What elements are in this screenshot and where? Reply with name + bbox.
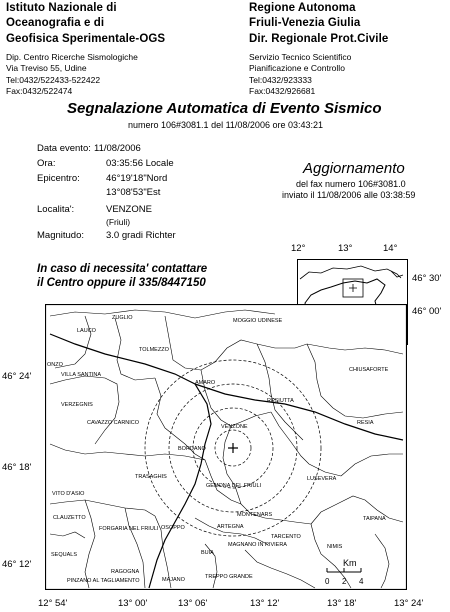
place-label: TAIPANA xyxy=(363,516,386,522)
place-label: BORDANO xyxy=(178,446,206,452)
place-label: TOLMEZZO xyxy=(139,347,169,353)
epicenter-label: Epicentro: xyxy=(37,173,80,184)
place-label: RESIA xyxy=(357,420,374,426)
inset-tick-4600: 46° 00' xyxy=(412,306,442,317)
contact-note-line-1: In caso di necessita' contattare xyxy=(37,263,208,275)
lon-tick-1254: 12° 54' xyxy=(38,598,68,609)
place-label: LAUCO xyxy=(77,328,96,334)
event-time-label: Ora: xyxy=(37,158,56,169)
place-label: FORGARIA NEL FRIULI xyxy=(99,526,159,532)
place-label: CLAUZETTO xyxy=(53,515,86,521)
right-institution-line-3: Dir. Regionale Prot.Civile xyxy=(249,33,389,45)
contact-note-line-2: il Centro oppure il 335/8447150 xyxy=(37,277,206,289)
place-label: TRASAGHIS xyxy=(135,474,167,480)
left-tel: Tel:0432/522433-522422 xyxy=(6,75,101,85)
update-line-2: inviato il 11/08/2006 alle 03:38:59 xyxy=(282,190,416,200)
place-label: PINZANO AL TAGLIAMENTO xyxy=(67,578,140,584)
lon-tick-1312: 13° 12' xyxy=(250,598,280,609)
page-title: Segnalazione Automatica di Evento Sismico xyxy=(67,100,382,117)
update-heading: Aggiornamento xyxy=(303,160,405,177)
left-institution-line-1: Istituto Nazionale di xyxy=(6,2,117,14)
place-label: VILLA SANTINA xyxy=(61,372,102,378)
lon-tick-1306: 13° 06' xyxy=(178,598,208,609)
scale-unit-label: Km xyxy=(343,558,357,568)
place-label: VITO D'ASIO xyxy=(52,491,85,497)
place-label: MAGNANO IN RIVIERA xyxy=(228,542,287,548)
left-institution-line-2: Oceanografia e di xyxy=(6,17,105,29)
place-label: CHIUSAFORTE xyxy=(349,367,389,373)
place-label: OSOPPO xyxy=(161,525,185,531)
place-label: CAVAZZO CARNICO xyxy=(87,420,140,426)
place-label: MOGGIO UDINESE xyxy=(233,318,283,324)
locality-region: (Friuli) xyxy=(106,217,131,227)
scale-tick-label: 4 xyxy=(359,577,364,586)
epicenter-lon: 13°08'53"Est xyxy=(106,187,161,198)
left-fax: Fax:0432/522474 xyxy=(6,86,73,96)
place-label: LUSEVERA xyxy=(307,476,337,482)
place-label: ONZO xyxy=(47,362,63,368)
locality-value: VENZONE xyxy=(106,204,152,215)
place-label: SEQUALS xyxy=(51,552,77,558)
inset-tick-13: 13° xyxy=(338,243,353,254)
lat-tick-4612: 46° 12' xyxy=(2,559,32,570)
scale-tick-label: 2 xyxy=(342,577,347,586)
place-label: VERZEGNIS xyxy=(61,402,93,408)
place-label: RESIUTTA xyxy=(267,398,294,404)
left-institution-line-3: Geofisica Sperimentale-OGS xyxy=(6,33,166,45)
right-tel: Tel:0432/923333 xyxy=(249,75,312,85)
locality-label: Localita': xyxy=(37,204,75,215)
place-label: TARCENTO xyxy=(271,534,301,540)
place-label: VENZONE xyxy=(221,424,248,430)
place-label: MONTENARS xyxy=(237,512,273,518)
right-address: Pianificazione e Controllo xyxy=(249,63,345,73)
inset-tick-14: 14° xyxy=(383,243,398,254)
update-line-1: del fax numero 106#3081.0 xyxy=(296,179,406,189)
scale-tick-label: 0 xyxy=(325,577,330,586)
left-department: Dip. Centro Ricerche Sismologiche xyxy=(6,52,138,62)
place-label: ZUGLIO xyxy=(112,315,133,321)
right-institution-line-1: Regione Autonoma xyxy=(249,2,356,14)
event-time-value: 03:35:56 Locale xyxy=(106,158,174,169)
inset-tick-4630: 46° 30' xyxy=(412,273,442,284)
place-label: BUIA xyxy=(201,550,214,556)
epicenter-lat: 46°19'18"Nord xyxy=(106,173,168,184)
lon-tick-1300: 13° 00' xyxy=(118,598,148,609)
right-department: Servizio Tecnico Scientifico xyxy=(249,52,352,62)
place-label: GEMONA DEL FRIULI xyxy=(206,483,262,489)
magnitude-label: Magnitudo: xyxy=(37,230,85,241)
event-date-value: 11/08/2006 xyxy=(94,143,141,154)
page-subtitle: numero 106#3081.1 del 11/08/2006 ore 03:43:21 xyxy=(128,120,323,130)
epicenter-map xyxy=(45,304,407,590)
event-date-label: Data evento: xyxy=(37,143,91,154)
place-label: NIMIS xyxy=(327,544,343,550)
place-label: ARTEGNA xyxy=(217,524,244,530)
lon-tick-1324: 13° 24' xyxy=(394,598,424,609)
lon-tick-1318: 13° 18' xyxy=(327,598,357,609)
lat-tick-4618: 46° 18' xyxy=(2,462,32,473)
magnitude-value: 3.0 gradi Richter xyxy=(106,230,176,241)
left-address: Via Treviso 55, Udine xyxy=(6,63,87,73)
inset-tick-12: 12° xyxy=(291,243,306,254)
lat-tick-4624: 46° 24' xyxy=(2,371,32,382)
place-label: MAJANO xyxy=(162,577,185,583)
right-fax: Fax:0432/926681 xyxy=(249,86,316,96)
place-label: RAGOGNA xyxy=(111,569,140,575)
place-label: TREPPO GRANDE xyxy=(205,574,253,580)
right-institution-line-2: Friuli-Venezia Giulia xyxy=(249,17,361,29)
place-label: AMARO xyxy=(195,380,216,386)
